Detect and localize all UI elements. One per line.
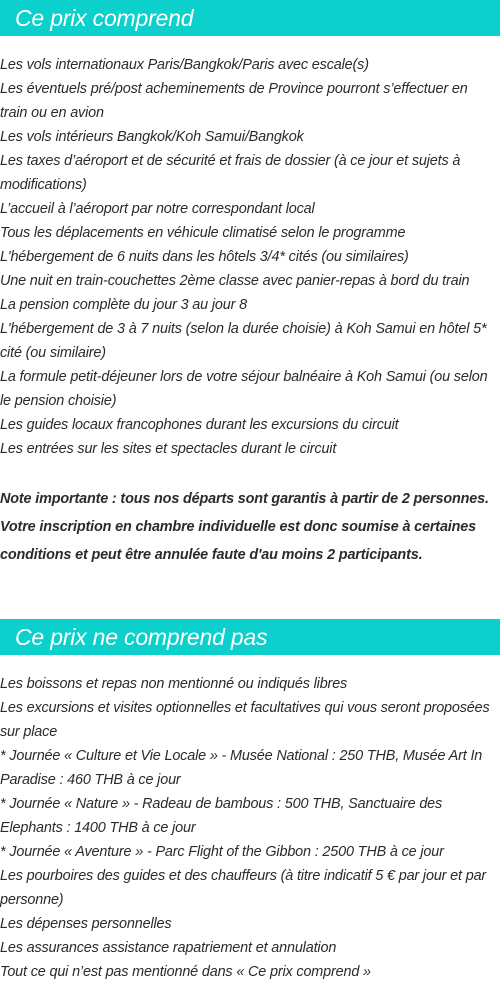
important-note: Note importante : tous nos départs sont garantis à partir de 2 personnes. Votre inscription en chambre individuelle est donc soumise à certaines conditions et peut être annulée faute d'au moins 2 participants. [0, 491, 489, 563]
list-item: * Journée « Aventure » - Parc Flight of the Gibbon : 2500 THB à ce jour [0, 844, 444, 860]
list-item: Les boissons et repas non mentionné ou indiqués libres [0, 676, 348, 692]
list-item: Les éventuels pré/post acheminements de Province pourront s’effectuer en train ou en avion [0, 81, 468, 121]
list-item: La formule petit-déjeuner lors de votre séjour balnéaire à Koh Samui (ou selon le pension choisie) [0, 369, 488, 409]
list-item: Tous les déplacements en véhicule climatisé selon le programme [0, 225, 406, 241]
excludes-list [0, 672, 500, 984]
list-item: Les assurances assistance rapatriement et annulation [0, 940, 337, 956]
list-item: L'hébergement de 3 à 7 nuits (selon la durée choisie) à Koh Samui en hôtel 5* cité (ou similaire) [0, 321, 487, 361]
excludes-heading: Ce prix ne comprend pas [0, 619, 500, 655]
list-item: La pension complète du jour 3 au jour 8 [0, 297, 247, 313]
list-item: Les taxes d’aéroport et de sécurité et frais de dossier (à ce jour et sujets à modifications) [0, 153, 461, 193]
list-item: Les excursions et visites optionnelles et facultatives qui vous seront proposées sur place [0, 700, 490, 740]
list-item: * Journée « Nature » - Radeau de bambous : 500 THB, Sanctuaire des Elephants : 1400 THB à ce jour [0, 796, 443, 836]
includes-heading: Ce prix comprend [0, 0, 500, 36]
list-item: Les pourboires des guides et des chauffeurs (à titre indicatif 5 € par jour et par personne) [0, 868, 487, 908]
list-item: L'hébergement de 6 nuits dans les hôtels 3/4* cités (ou similaires) [0, 249, 409, 265]
list-item: Tout ce qui n’est pas mentionné dans « Ce prix comprend » [0, 964, 371, 980]
list-item: Les entrées sur les sites et spectacles durant le circuit [0, 441, 337, 457]
includes-list [0, 53, 500, 461]
list-item: Une nuit en train-couchettes 2ème classe avec panier-repas à bord du train [0, 273, 470, 289]
list-item: Les dépenses personnelles [0, 916, 172, 932]
list-item: L’accueil à l’aéroport par notre correspondant local [0, 201, 315, 217]
list-item: Les vols intérieurs Bangkok/Koh Samui/Bangkok [0, 129, 304, 145]
list-item: * Journée « Culture et Vie Locale » - Musée National : 250 THB, Musée Art In Paradise : 460 THB à ce jour [0, 748, 483, 788]
list-item: Les guides locaux francophones durant les excursions du circuit [0, 417, 399, 433]
list-item: Les vols internationaux Paris/Bangkok/Paris avec escale(s) [0, 57, 369, 73]
